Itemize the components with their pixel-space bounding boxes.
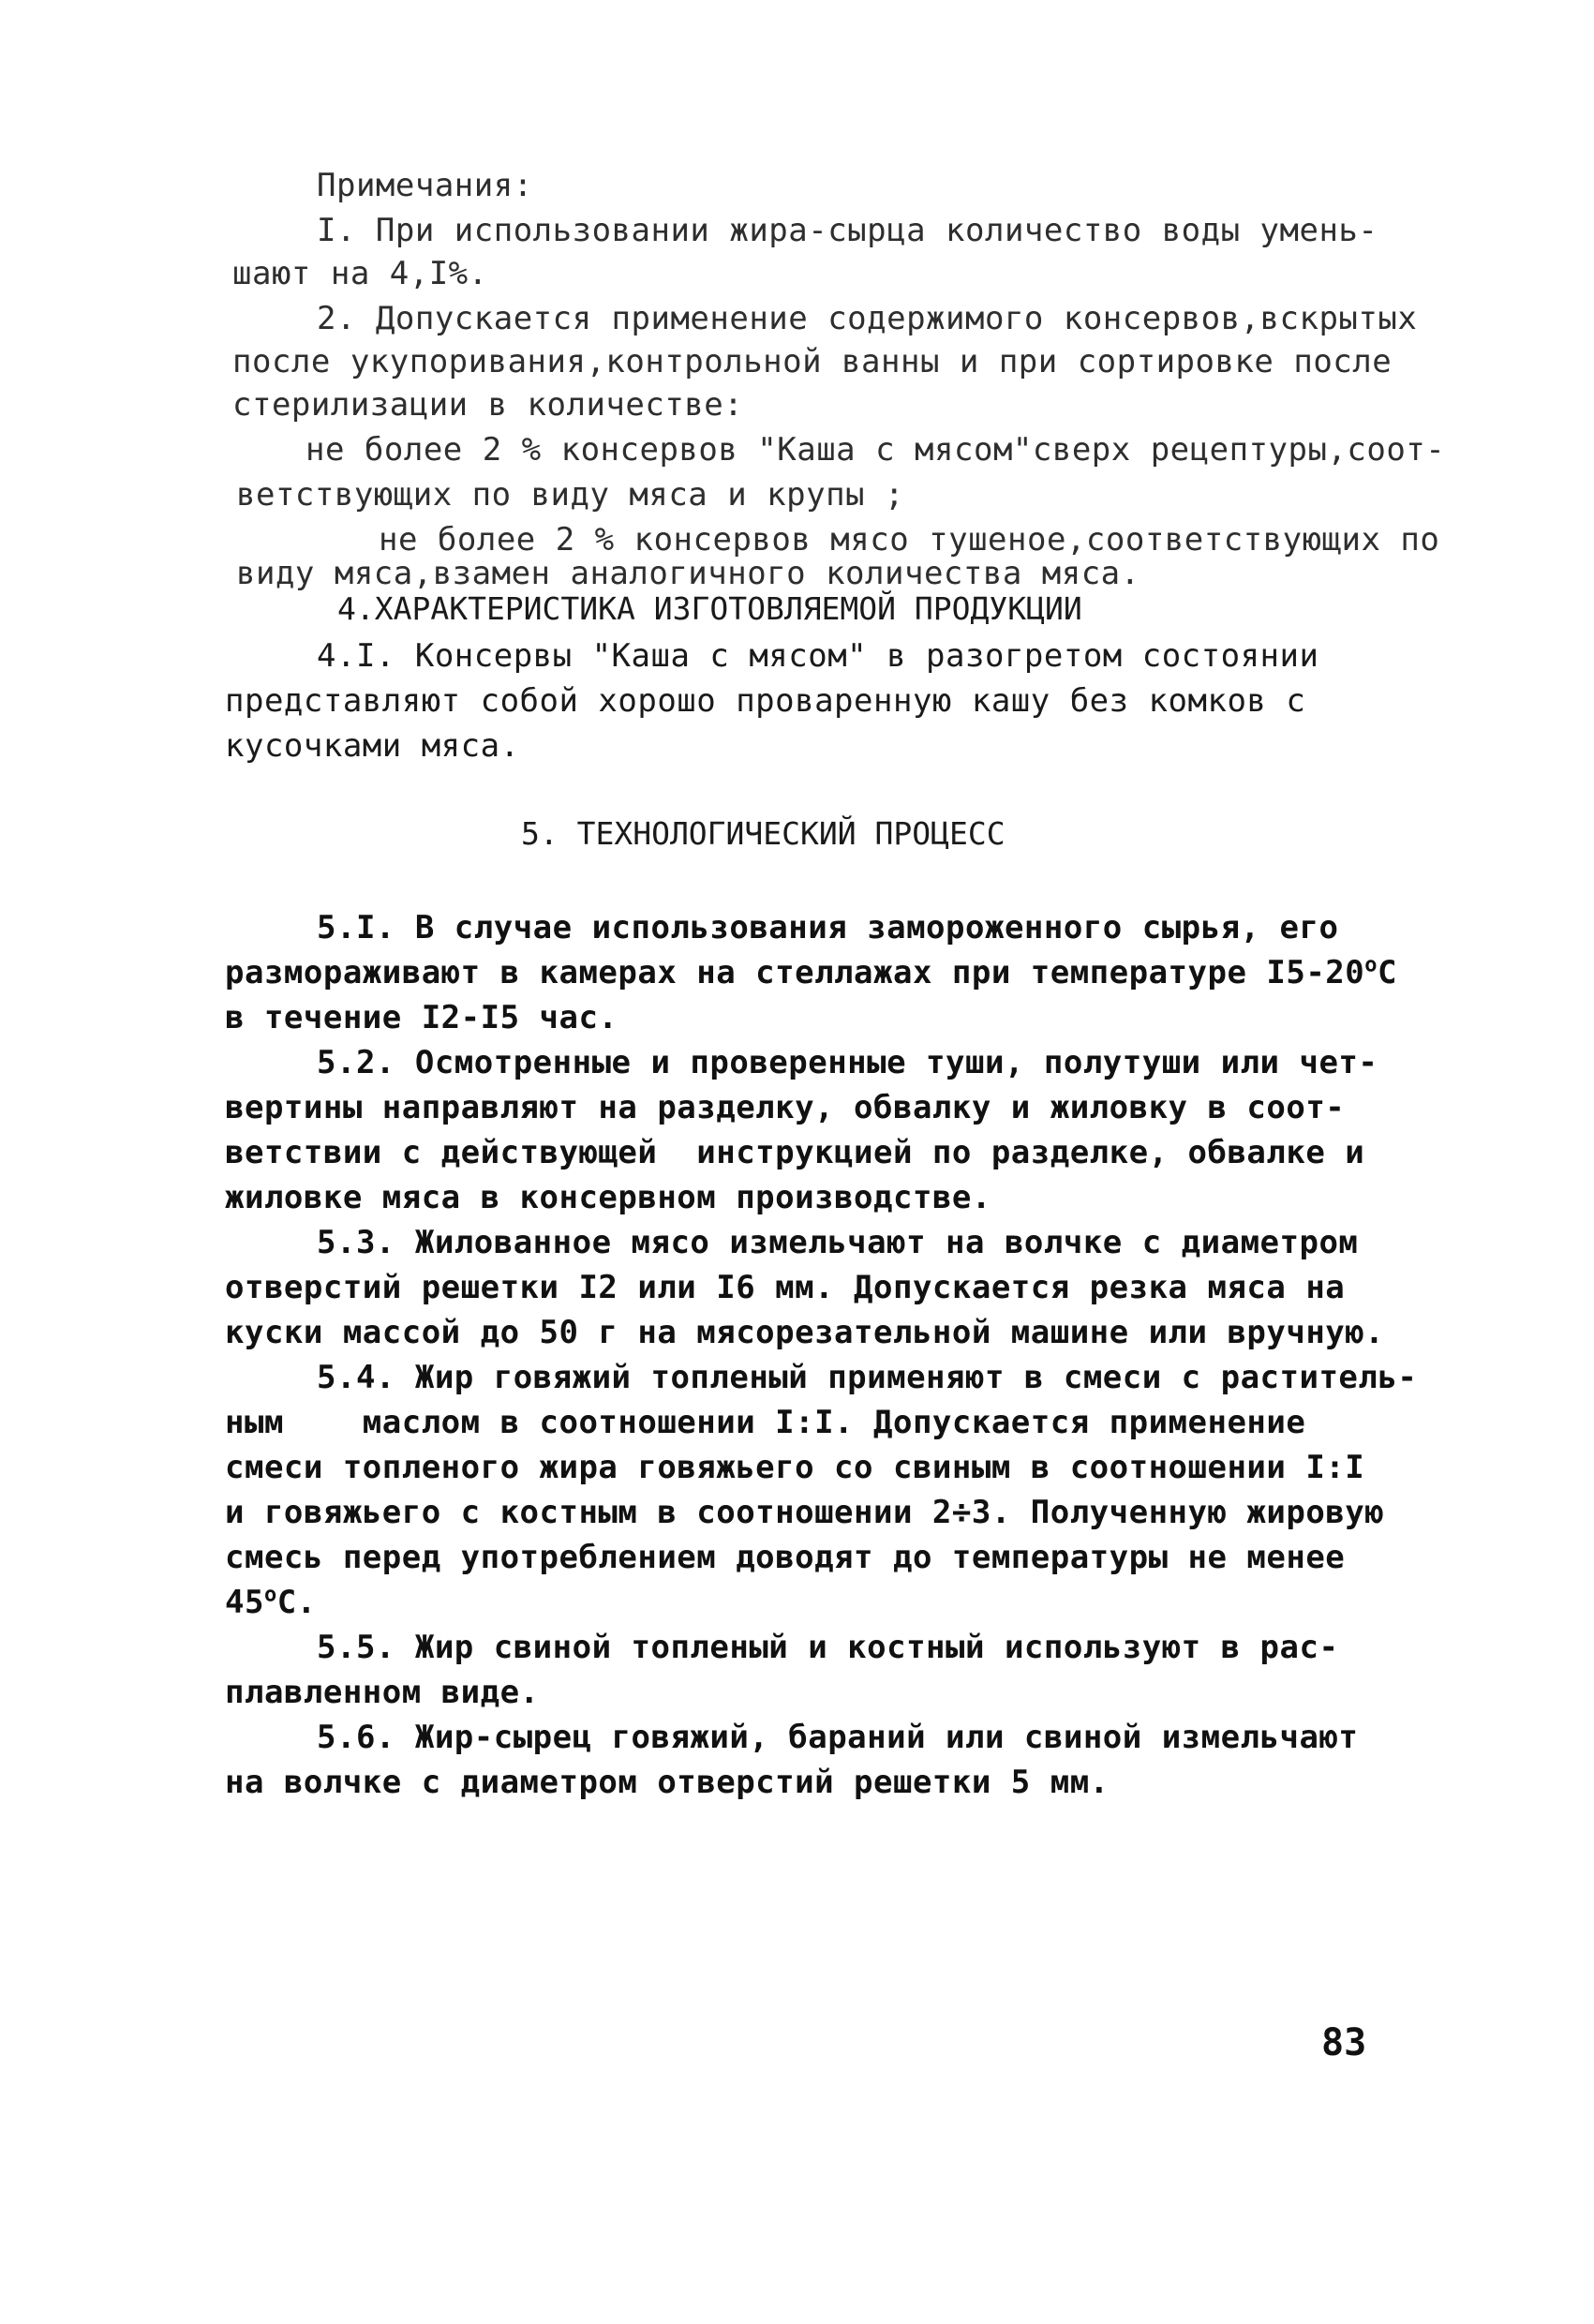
section-5-1-line-3: в течение I2-I5 час. bbox=[225, 999, 618, 1036]
section-5-1-line-2: размораживают в камерах на стеллажах при температуре $I5-20^оС$ bbox=[225, 953, 1397, 991]
section-5-3-line-1: 5.3. Жилованное мясо измельчают на волчке с диаметром bbox=[317, 1224, 1359, 1261]
page-number: 83 bbox=[1321, 2021, 1367, 2064]
note-2-line-5: ветствующих по виду мяса и крупы ; bbox=[236, 476, 904, 514]
section-5-4-line-4: и говяжьего с костным в соотношении 2÷3. Полученную жировую bbox=[225, 1494, 1385, 1531]
section-4-1-line-1: 4.I. Консервы "Каша с мясом" в разогретом состоянии bbox=[317, 637, 1319, 675]
notes-title: Примечания: bbox=[317, 167, 533, 204]
section-5-5-line-2: плавленном виде. bbox=[225, 1674, 540, 1711]
note-2-line-6: не более 2 % консервов мясо тушеное,соответствующих по bbox=[379, 521, 1440, 559]
note-2-line-2: после укупоривания,контрольной ванны и при сортировке после bbox=[232, 343, 1393, 380]
section-5-4-line-6: $45^оС$. bbox=[225, 1583, 317, 1621]
section-4-1-line-2: представляют собой хорошо проваренную кашу без комков с bbox=[225, 682, 1306, 720]
section-5-6-line-2: на волчке с диаметром отверстий решетки 5 мм. bbox=[225, 1764, 1110, 1801]
section-4-heading: 4.ХАРАКТЕРИСТИКА ИЗГОТОВЛЯЕМОЙ ПРОДУКЦИИ bbox=[337, 590, 1082, 627]
note-1-line-2: шают на 4,I%. bbox=[232, 255, 488, 292]
section-5-heading: 5. ТЕХНОЛОГИЧЕСКИЙ ПРОЦЕСС bbox=[521, 815, 1006, 852]
section-5-6-line-1: 5.6. Жир-сырец говяжий, бараний или свиной измельчают bbox=[317, 1719, 1359, 1756]
section-5-2-line-3: ветствии с действующей инструкцией по разделке, обвалке и bbox=[225, 1134, 1365, 1171]
section-5-3-line-2: отверстий решетки I2 или I6 мм. Допускается резка мяса на bbox=[225, 1269, 1346, 1306]
section-5-2-line-4: жиловке мяса в консервном производстве. bbox=[225, 1179, 991, 1216]
section-5-2-line-2: вертины направляют на разделку, обвалку и жиловку в соот- bbox=[225, 1089, 1346, 1126]
note-1-line-1: I. При использовании жира-сырца количество воды умень- bbox=[317, 212, 1378, 249]
section-4-1-line-3: кусочками мяса. bbox=[225, 727, 520, 765]
section-5-5-line-1: 5.5. Жир свиной топленый и костный используют в рас- bbox=[317, 1629, 1339, 1666]
note-2-line-3: стерилизации в количестве: bbox=[232, 386, 744, 424]
note-2-line-4: не более 2 % консервов "Каша с мясом"сверх рецептуры,соот- bbox=[305, 431, 1446, 469]
section-5-4-line-2: ным маслом в соотношении I:I. Допускается применение bbox=[225, 1404, 1306, 1441]
section-5-4-line-5: смесь перед употреблением доводят до температуры не менее bbox=[225, 1539, 1346, 1576]
section-5-2-line-1: 5.2. Осмотренные и проверенные туши, полутуши или чет- bbox=[317, 1044, 1378, 1081]
note-2-line-1: 2. Допускается применение содержимого консервов,вскрытых bbox=[317, 300, 1418, 337]
section-5-4-line-1: 5.4. Жир говяжий топленый применяют в смеси с раститель- bbox=[317, 1359, 1418, 1396]
section-5-4-line-3: смеси топленого жира говяжьего со свиным в соотношении I:I bbox=[225, 1449, 1365, 1486]
section-5-3-line-3: куски массой до 50 г на мясорезательной машине или вручную. bbox=[225, 1314, 1385, 1351]
section-5-1-line-1: 5.I. В случае использования замороженного сырья, его bbox=[317, 909, 1339, 946]
note-2-line-7: виду мяса,взамен аналогичного количества мяса. bbox=[236, 555, 1140, 592]
